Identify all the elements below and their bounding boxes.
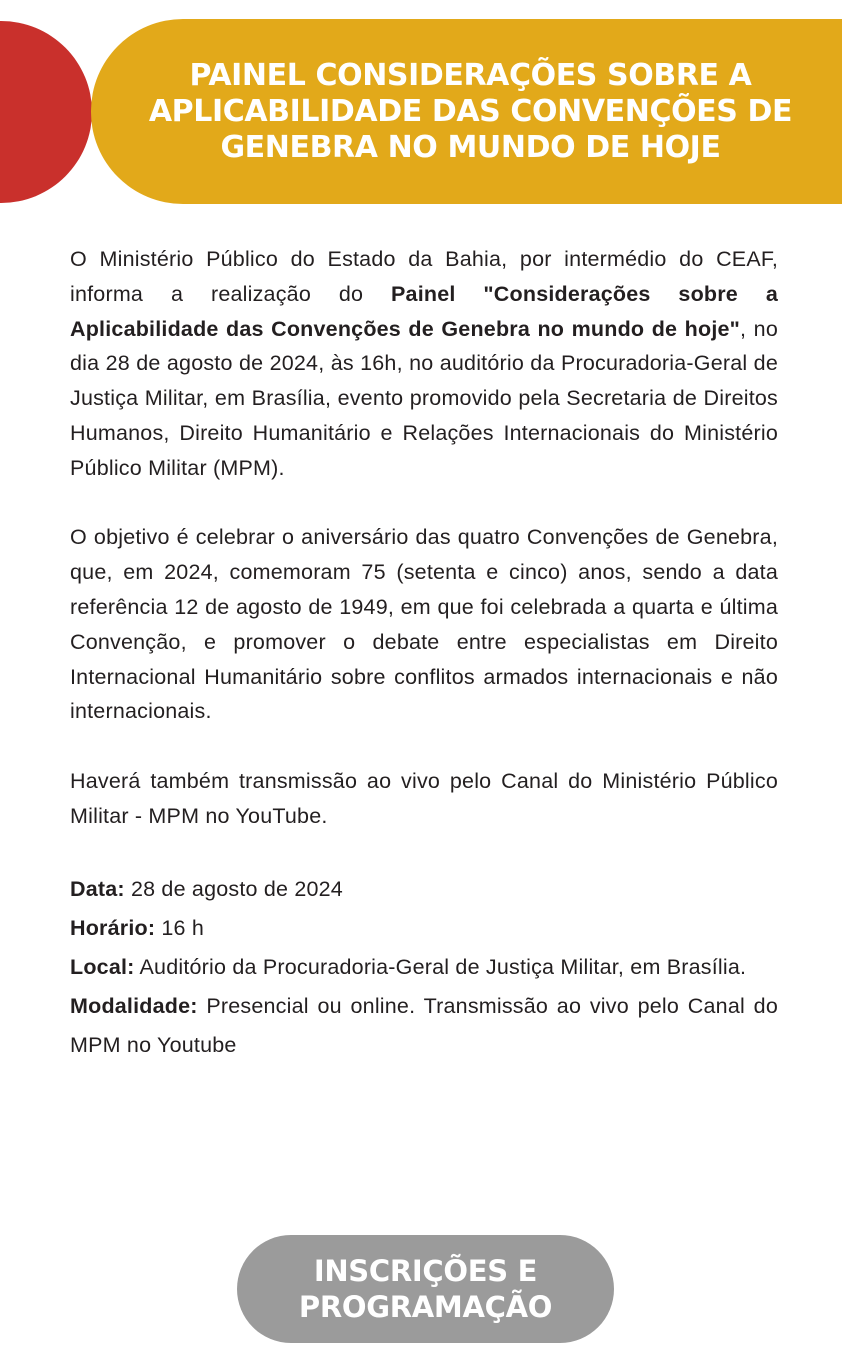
registration-program-button[interactable] [237,1235,614,1343]
detail-place: Local: Auditório da Procuradoria-Geral de Justiça Militar, em Brasília. [70,954,747,979]
broadcast-paragraph: Haverá também transmissão ao vivo pelo Canal do Ministério Público Militar - MPM no YouTube. [70,768,778,828]
button-label-line1: INSCRIÇÕES E [313,1254,538,1288]
detail-date: Data: 28 de agosto de 2024 [70,876,343,901]
decorative-red-circle [0,21,92,203]
page-title: PAINEL CONSIDERAÇÕES SOBRE A APLICABILIDADE DAS CONVENÇÕES DE GENEBRA NO MUNDO DE HOJE [148,57,793,165]
detail-time: Horário: 16 h [70,915,205,940]
announcement-body [70,242,778,1065]
objective-paragraph: O objetivo é celebrar o aniversário das quatro Convenções de Genebra, que, em 2024, comemoram 75 (setenta e cinco) anos, sendo a data referência 12 de agosto de 1949, em que foi celebrada a quarta e última Convenção, e promover o debate entre especialistas em Direito Internacional Humanitário sobre conflitos armados internacionais e não internacionais. [70,525,778,724]
title-banner [91,19,842,204]
detail-mode: Modalidade: Presencial ou online. Transmissão ao vivo pelo Canal do MPM no Youtube [70,993,778,1057]
event-name: Painel "Considerações sobre a Aplicabilidade das Convenções de Genebra no mundo de hoje" [70,281,778,341]
event-details [70,870,778,1065]
intro-paragraph: O Ministério Público do Estado da Bahia, por intermédio do CEAF, informa a realização do Painel "Considerações sobre a Aplicabilidade das Convenções de Genebra no mundo de hoje", no dia 28 de agosto de 2024, às 16h, no auditório da Procuradoria-Geral de Justiça Militar, em Brasília, evento promovido pela Secretaria de Direitos Humanos, Direito Humanitário e Relações Internacionais do Ministério Público Militar (MPM). [70,247,778,480]
button-label-line2: PROGRAMAÇÃO [298,1290,553,1324]
